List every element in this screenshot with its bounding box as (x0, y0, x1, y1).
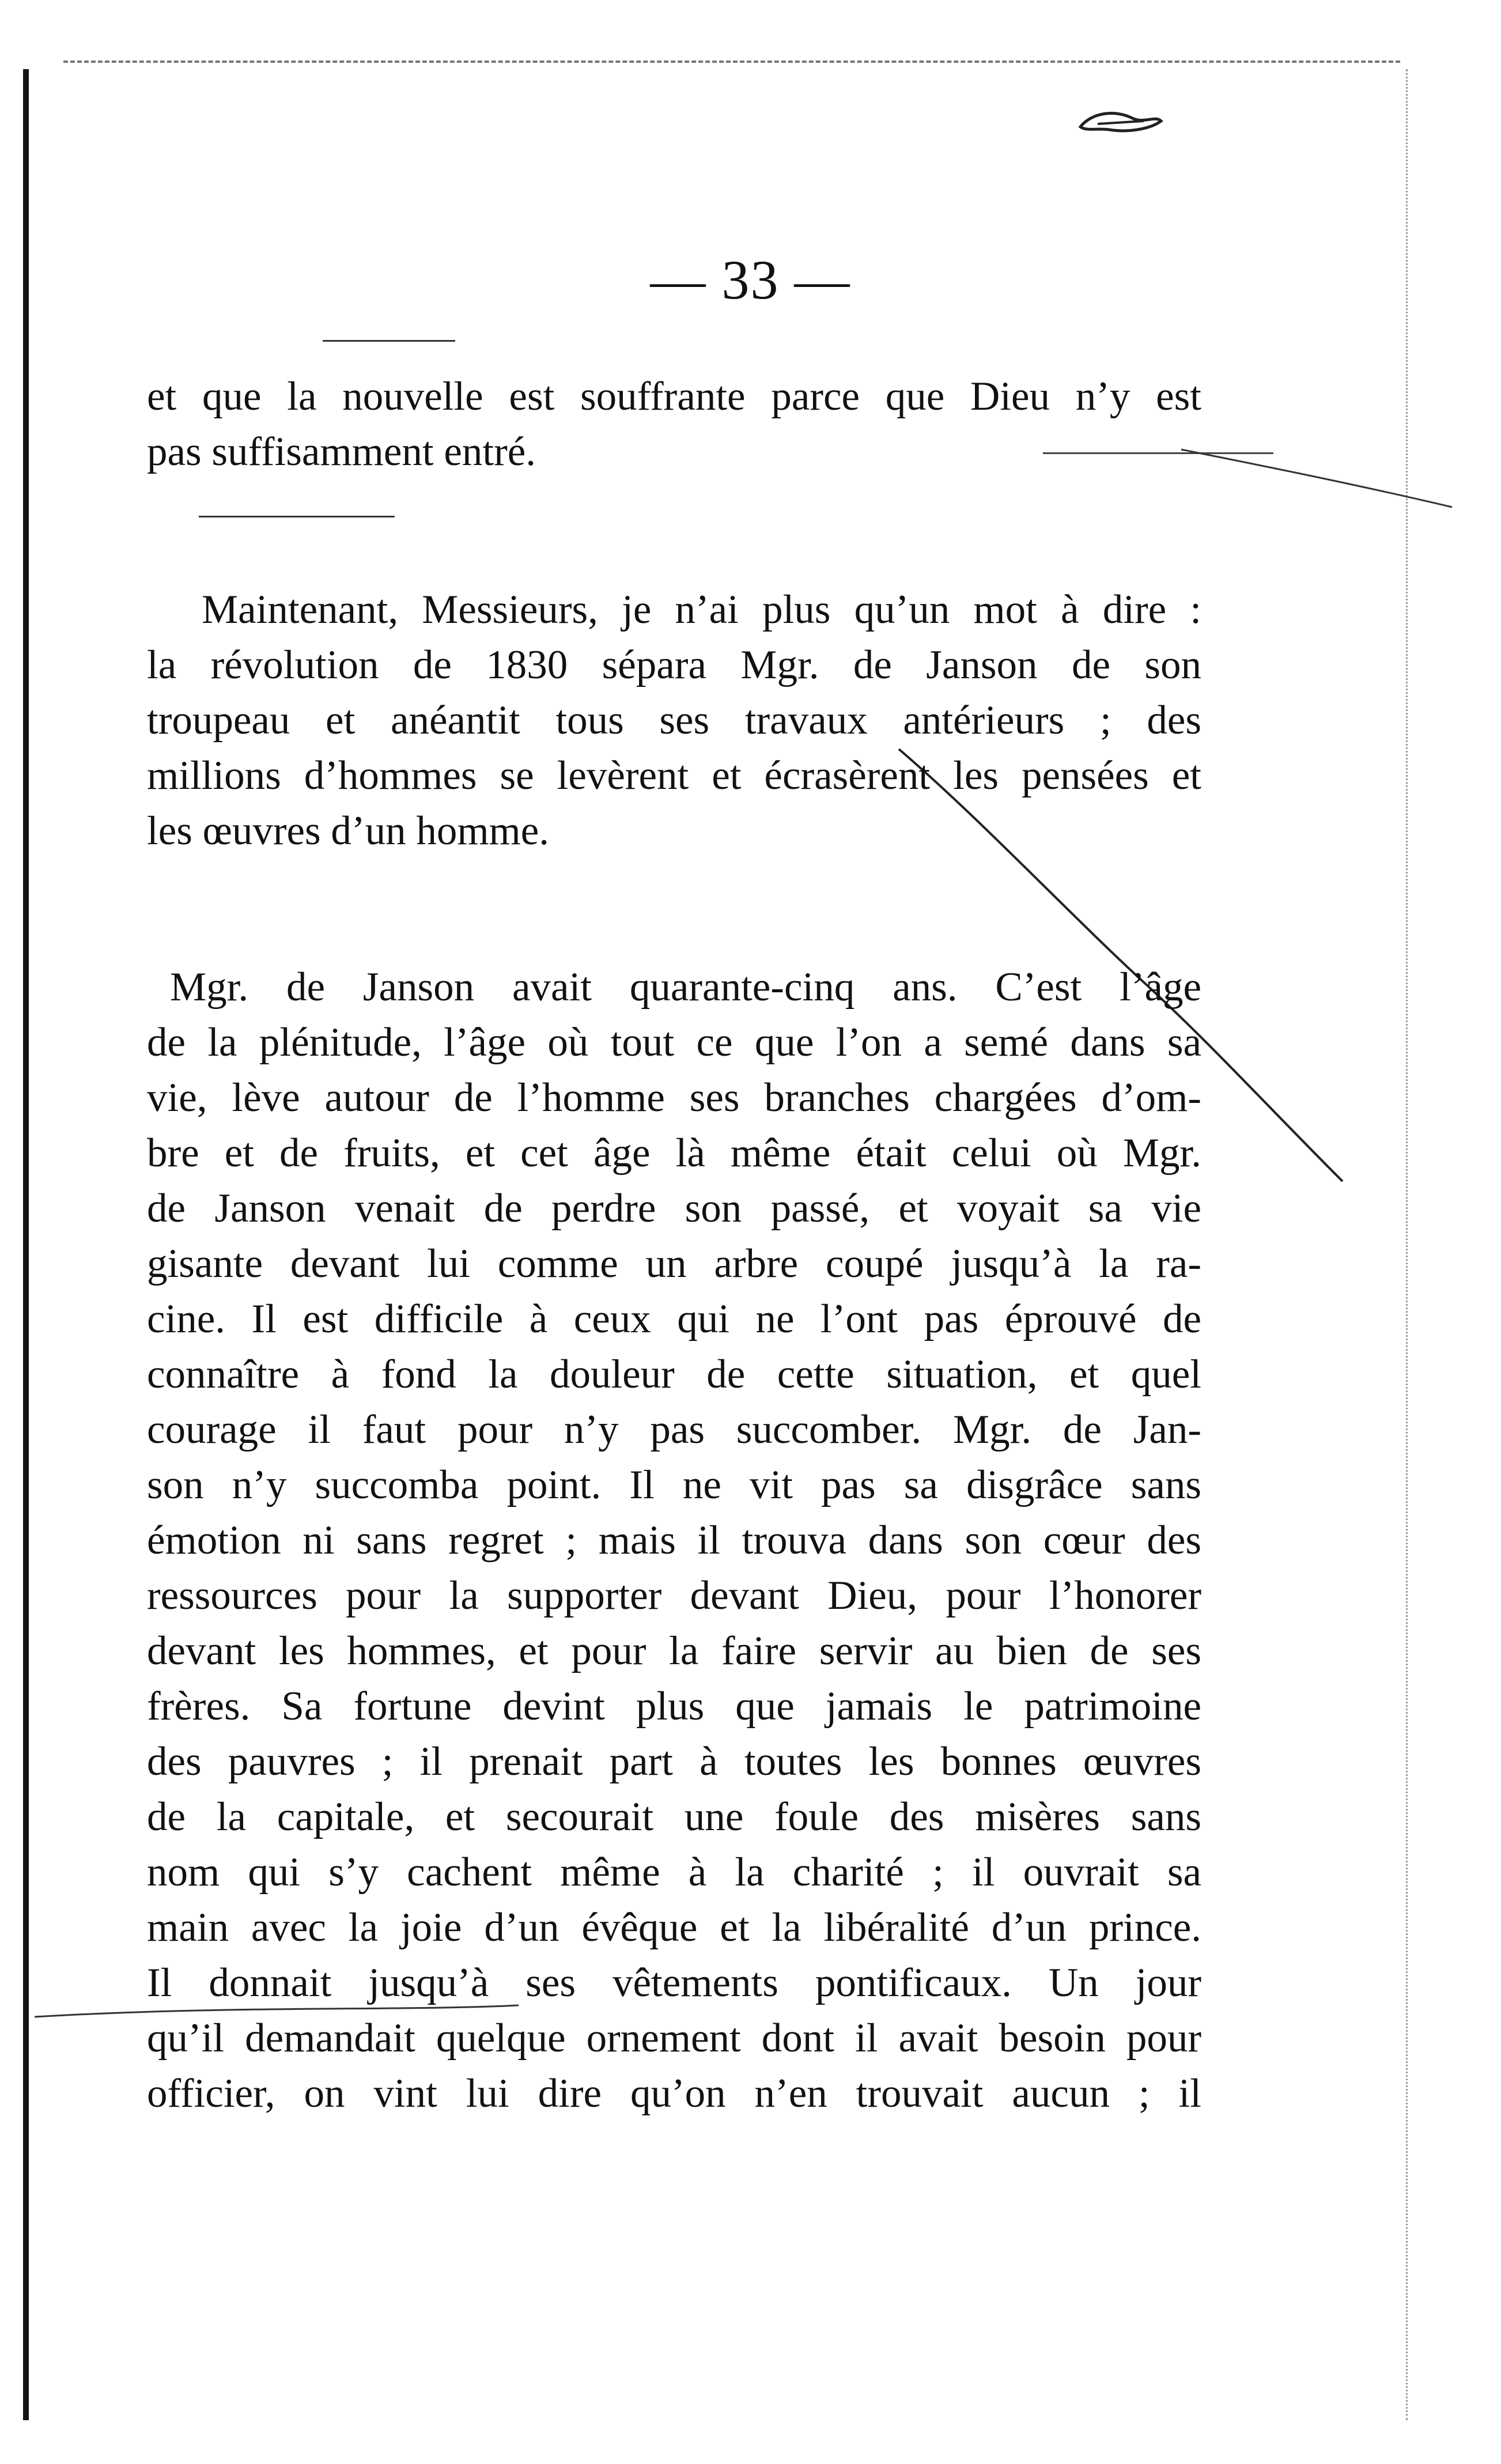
text-line: frères. Sa fortune devint plus que jamais le patrimoine (147, 1684, 1201, 1729)
text-line: des pauvres ; il prenait part à toutes les bonnes œuvres (147, 1739, 1201, 1784)
text-line: bre et de fruits, et cet âge là même était celui où Mgr. (147, 1131, 1201, 1176)
text-line: les œuvres d’un homme. (147, 808, 550, 853)
text-line: vie, lève autour de l’homme ses branches chargées d’om- (147, 1075, 1201, 1120)
paragraph-3 (147, 959, 1201, 2121)
text-line: millions d’hommes se levèrent et écrasèrent les pensées et (147, 753, 1201, 798)
paragraph-2 (147, 582, 1201, 859)
text-line: de la plénitude, l’âge où tout ce que l’on a semé dans sa (147, 1020, 1201, 1065)
text-line: émotion ni sans regret ; mais il trouva dans son cœur des (147, 1518, 1201, 1563)
text-line: ressources pour la supporter devant Dieu, pour l’honorer (147, 1573, 1201, 1618)
text-line: la révolution de 1830 sépara Mgr. de Janson de son (147, 643, 1201, 687)
text-line: Maintenant, Messieurs, je n’ai plus qu’un mot à dire : (202, 587, 1201, 632)
page-number: — 33 — (650, 249, 851, 311)
text-line: son n’y succomba point. Il ne vit pas sa disgrâce sans (147, 1462, 1201, 1507)
text-line: Mgr. de Janson avait quarante-cinq ans. C’est l’âge (170, 965, 1201, 1010)
paragraph-1 (147, 369, 1201, 479)
text-line: main avec la joie d’un évêque et la libéralité d’un prince. (147, 1905, 1201, 1950)
text-line: et que la nouvelle est souffrante parce que Dieu n’y est (147, 374, 1201, 419)
text-line: officier, on vint lui dire qu’on n’en trouvait aucun ; il (147, 2071, 1201, 2116)
text-line: devant les hommes, et pour la faire servir au bien de ses (147, 1628, 1201, 1673)
text-line: courage il faut pour n’y pas succomber. Mgr. de Jan- (147, 1407, 1201, 1452)
text-line: cine. Il est difficile à ceux qui ne l’ont pas éprouvé de (147, 1297, 1201, 1341)
text-line: de la capitale, et secourait une foule des misères sans (147, 1794, 1201, 1839)
text-line: gisante devant lui comme un arbre coupé jusqu’à la ra- (147, 1241, 1201, 1286)
text-line: nom qui s’y cachent même à la charité ; il ouvrait sa (147, 1850, 1201, 1895)
text-line: de Janson venait de perdre son passé, et voyait sa vie (147, 1186, 1201, 1231)
text-line: connaître à fond la douleur de cette situation, et quel (147, 1352, 1201, 1397)
text-line: troupeau et anéantit tous ses travaux antérieurs ; des (147, 698, 1201, 743)
text-line: qu’il demandait quelque ornement dont il avait besoin pour (147, 2016, 1201, 2061)
text-line: pas suffisamment entré. (147, 429, 536, 474)
text-line: Il donnait jusqu’à ses vêtements pontificaux. Un jour (147, 1960, 1201, 2005)
